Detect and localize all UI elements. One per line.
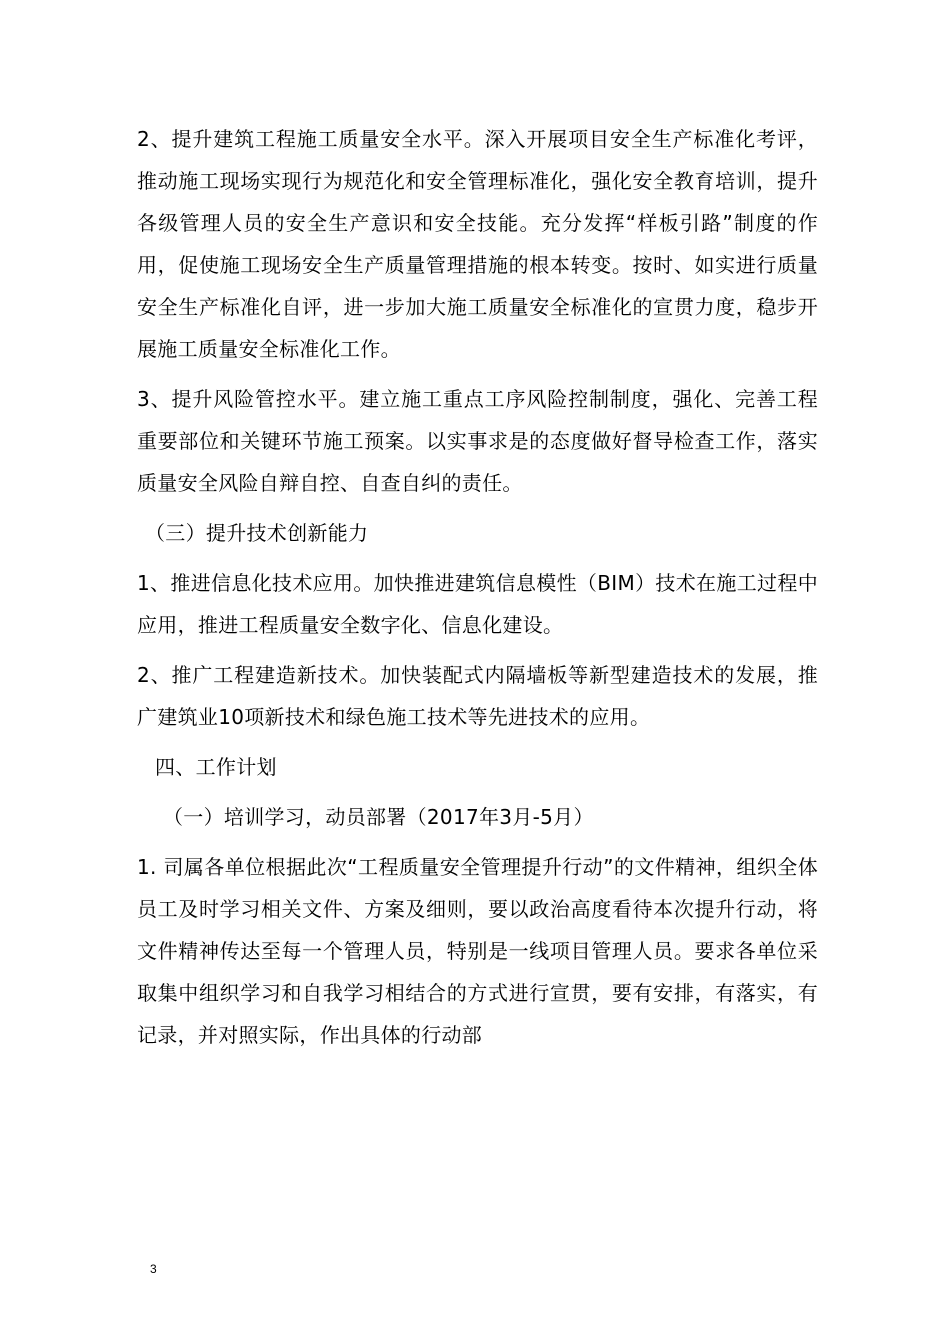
section-heading-work-plan: 四、工作计划 xyxy=(155,755,277,779)
paragraph-new-tech: 2、推广工程建造新技术。加快装配式内隔墙板等新型建造技术的发展，推广建筑业10项新技术和绿色施工技术等先进技术的应用。 xyxy=(137,663,818,729)
section-heading-tech-innovation: （三）提升技术创新能力 xyxy=(145,521,369,545)
paragraph-training-detail: 1. 司属各单位根据此次“工程质量安全管理提升行动”的文件精神，组织全体员工及时学习相关文件、方案及细则，要以政治高度看待本次提升行动，将文件精神传达至每一个管理人员，特别是一线项目管理人员。要求各单位采取集中组织学习和自我学习相结合的方式进行宣贯，要有安排，有落实，有记录，并对照实际，作出具体的行动部 xyxy=(137,855,818,1047)
paragraph-it-application: 1、推进信息化技术应用。加快推进建筑信息模性（BIM）技术在施工过程中应用，推进工程质量安全数字化、信息化建设。 xyxy=(137,571,818,637)
paragraph-risk-control: 3、提升风险管控水平。建立施工重点工序风险控制制度，强化、完善工程重要部位和关键环节施工预案。以实事求是的态度做好督导检查工作，落实质量安全风险自辩自控、自查自纠的责任。 xyxy=(137,387,818,495)
subsection-heading-training: （一）培训学习，动员部署（2017年3月-5月） xyxy=(163,805,594,829)
page-number: 3 xyxy=(150,1262,157,1276)
document-body xyxy=(137,118,818,1064)
paragraph-quality-safety: 2、提升建筑工程施工质量安全水平。深入开展项目安全生产标准化考评，推动施工现场实现行为规范化和安全管理标准化，强化安全教育培训，提升各级管理人员的安全生产意识和安全技能。充分发挥“样板引路”制度的作用，促使施工现场安全生产质量管理措施的根本转变。按时、如实进行质量安全生产标准化自评，进一步加大施工质量安全标准化的宣贯力度，稳步开展施工质量安全标准化工作。 xyxy=(137,127,818,361)
